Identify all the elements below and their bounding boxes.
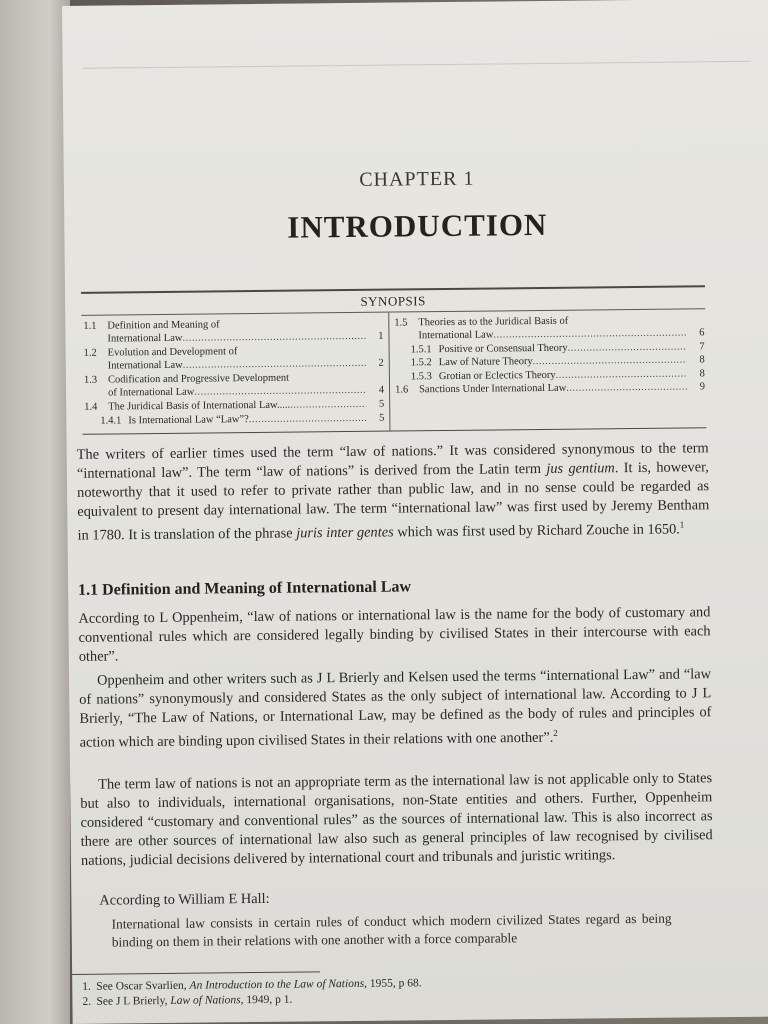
synopsis-entry-number: 1.5.2: [410, 357, 432, 369]
synopsis-entry-number: 1.4.1: [100, 415, 122, 427]
header-rule: [83, 61, 751, 69]
synopsis-entry-page: 8: [699, 354, 705, 366]
paragraph-hall: [81, 885, 713, 911]
footnote: [82, 991, 422, 1010]
synopsis-entry-title: International Law .....: [107, 330, 365, 346]
synopsis-entry-title: Codification and Progressive Development: [107, 372, 290, 386]
synopsis-entry: [84, 411, 384, 428]
footnote-rule: [72, 971, 320, 975]
synopsis-entry-page: 7: [699, 340, 705, 353]
footnote-number: 2.: [82, 995, 92, 1008]
synopsis-entry-number: 1.4: [84, 401, 98, 413]
footnotes: [82, 976, 422, 1010]
synopsis-divider: [388, 312, 390, 430]
footnote-ref-1: 1: [679, 519, 685, 530]
synopsis-title: SYNOPSIS: [360, 292, 426, 309]
intro-text-2: . It is, however, noteworthy that it used to refer to private rather than public law, and in no sense could be regarded as equivalent to present day international law. The term “international law” was first used by Jeremy Bentham in 1780. It is translation of the phrase: [77, 459, 710, 544]
synopsis-entry-page: 1: [378, 330, 384, 342]
synopsis-entry-title: of International Law .....: [108, 384, 366, 400]
paragraph-hall-text: According to William E Hall:: [99, 890, 270, 909]
synopsis-entry-title: Definition and Meaning of: [107, 318, 220, 332]
intro-latin-1: jus gentium: [546, 460, 615, 477]
paragraph-term-text: The term law of nations is not an appropriate term as the international law is not applicable only to States but also to individuals, international organisations, non-State entities and others. Further, Oppenheim considered “customary and conventional rules” as the sources of international law. This is also incorrect as there are other sources of international law also such as general principles of law recognised by civilised nations, judicial decisions delivered by international court and tribunals and juristic writings.: [80, 770, 713, 869]
section-heading: 1.1 Definition and Meaning of International Law: [78, 578, 412, 599]
synopsis-entry-number: 1.1: [83, 320, 97, 332]
chapter-label: CHAPTER 1: [359, 167, 475, 191]
footnote-ref-2: 2: [553, 727, 558, 738]
synopsis-entry-page: 8: [699, 368, 705, 380]
hall-quote: International law consists in certain rules of conduct which modern civilized States regard as being binding on them in their relations with one another with a force comparable: [111, 910, 672, 950]
synopsis-entry-page: 6: [699, 327, 705, 339]
synopsis-entry: [395, 381, 705, 398]
synopsis-entry-number: 1.5: [394, 316, 408, 329]
intro-latin-2: juris inter gentes: [296, 524, 394, 542]
synopsis-entry-page: 5: [379, 412, 385, 424]
synopsis-entry-page: 9: [699, 381, 706, 393]
synopsis-entry-number: 1.6: [394, 384, 409, 397]
synopsis-entry-page: 2: [378, 357, 384, 369]
synopsis-right-column: [394, 313, 705, 398]
paragraph-term: [80, 769, 713, 871]
synopsis-entry-number: 1.2: [83, 347, 97, 359]
synopsis-entry-title: Grotian or Eclectics Theory .....: [439, 367, 687, 383]
footnote-number: 1.: [82, 980, 91, 993]
synopsis-left-column: [83, 316, 384, 428]
footnote-text: See J L Brierly, Law of Nations, 1949, p 1.: [96, 993, 293, 1008]
synopsis-entry-title: Sanctions Under International Law .....: [419, 381, 687, 397]
paragraph-brierly: [79, 665, 712, 752]
synopsis-entry-title: Theories as to the Juridical Basis of: [418, 315, 569, 328]
synopsis-entry-title: International Law .....: [418, 327, 686, 343]
synopsis-entry-number: 1.5.3: [410, 371, 432, 383]
intro-text-1: The writers of earlier times used the term “law of nations.” It was considered synonymous to the term “international law”. The term “law of nations” is derived from the Latin term: [76, 440, 709, 482]
synopsis-entry-title: Evolution and Development of: [107, 345, 238, 359]
paragraph-oppenheim-text: According to L Oppenheim, “law of nations or international law is the name for the body of customary and conventional rules which are considered legally binding by civilised States in their intercourse with each other”.: [78, 604, 711, 665]
synopsis-box: [81, 285, 706, 435]
synopsis-entry-title: Positive or Consensual Theory .....: [439, 340, 687, 356]
book-page: [62, 0, 768, 1024]
synopsis-entry-title: The Juridical Basis of International Law..... .....: [108, 398, 366, 414]
synopsis-entry-title: Is International Law “Law”? .....: [128, 411, 366, 427]
intro-paragraph: [77, 439, 710, 545]
synopsis-entry-title: International Law .....: [108, 357, 366, 373]
intro-text-3: which was first used by Richard Zouche in 1650.: [393, 521, 680, 541]
synopsis-entry-number: 1.3: [83, 374, 98, 386]
paragraph-brierly-text: Oppenheim and other writers such as J L Brierly and Kelsen used the terms “international Law” and “law of nations” synonymously and considered States as the only subject of international law. According to J L Brierly, “The Law of Nations, or International Law, may be defined as the body of rules and principles of action which are binding upon civilised States in their relations with one another”.: [79, 666, 712, 751]
left-page-edge: [0, 0, 70, 1024]
synopsis-entry-page: 5: [378, 398, 385, 410]
synopsis-entry-title: Law of Nature Theory .....: [439, 354, 687, 370]
synopsis-body: [81, 309, 706, 434]
footnote-text: See Oscar Svarlien, An Introduction to the Law of Nations, 1955, p 68.: [96, 977, 422, 993]
synopsis-entry-number: 1.5.1: [410, 343, 432, 356]
chapter-title: INTRODUCTION: [287, 206, 548, 245]
paragraph-oppenheim: [78, 603, 711, 667]
synopsis-entry-page: 4: [378, 385, 385, 397]
